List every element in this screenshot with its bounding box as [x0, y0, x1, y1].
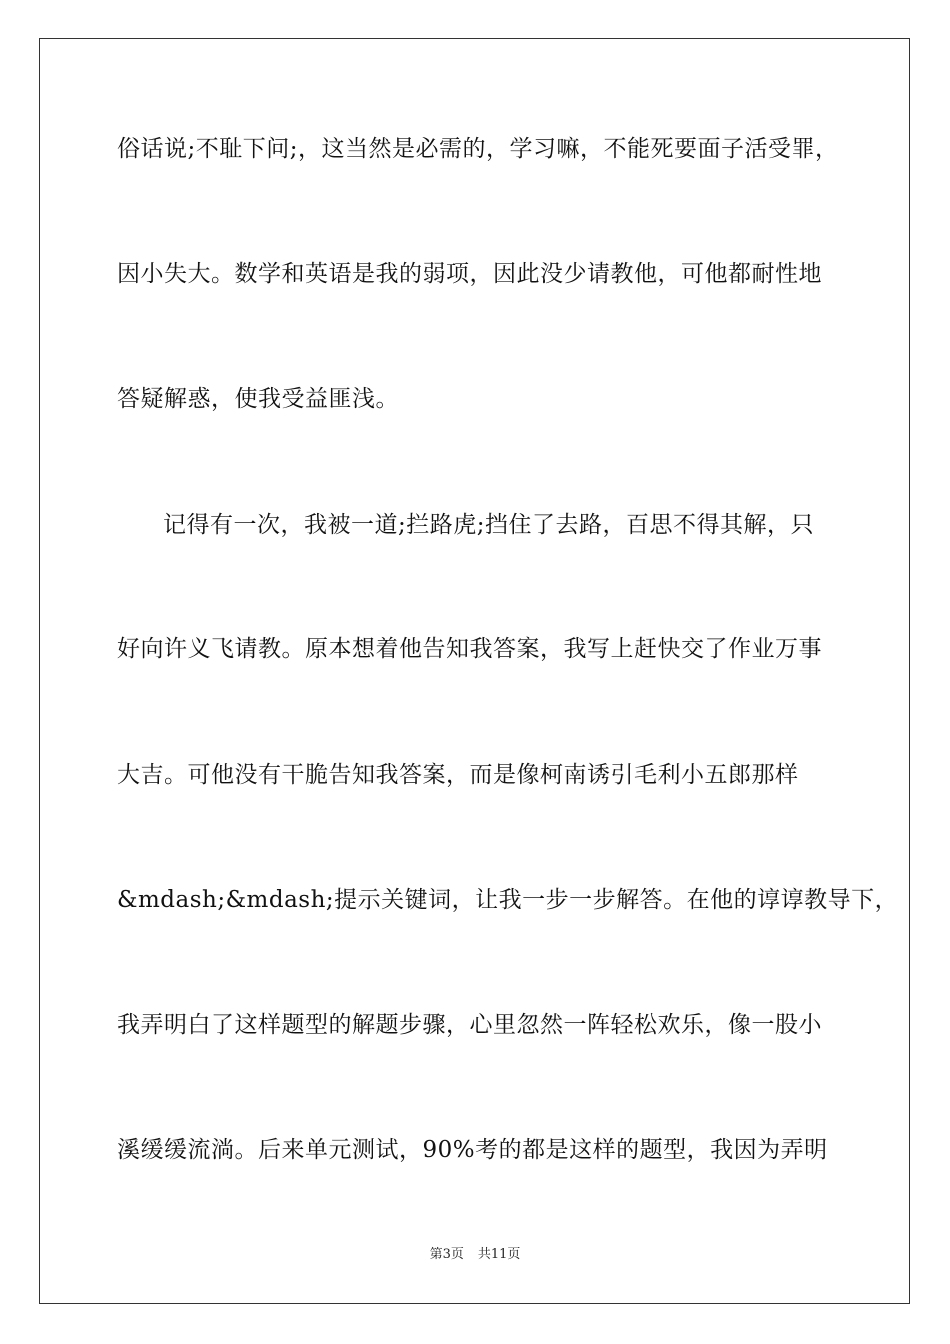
paragraph-line: 俗话说;不耻下问;，这当然是必需的，学习嘛，不能死要面子活受罪， [117, 136, 839, 162]
page-border [39, 38, 910, 1304]
paragraph-line: 因小失大。数学和英语是我的弱项，因此没少请教他，可他都耐性地 [117, 261, 822, 287]
paragraph-line: 大吉。可他没有干脆告知我答案，而是像柯南诱引毛利小五郎那样 [117, 762, 799, 788]
paragraph-line: &mdash;&mdash;提示关键词，让我一步一步解答。在他的谆谆教导下， [117, 887, 899, 913]
page-total: 共11页 [477, 1247, 521, 1262]
page-footer [0, 1246, 950, 1264]
paragraph-line: 记得有一次，我被一道;拦路虎;挡住了去路，百思不得其解，只 [163, 512, 814, 538]
paragraph-line: 好向许义飞请教。原本想着他告知我答案，我写上赶快交了作业万事 [117, 636, 822, 662]
paragraph-line: 我弄明白了这样题型的解题步骤，心里忽然一阵轻松欢乐，像一股小 [117, 1012, 822, 1038]
page-number: 第3页 [429, 1247, 464, 1262]
paragraph-line: 答疑解惑，使我受益匪浅。 [117, 386, 399, 412]
paragraph-line: 溪缓缓流淌。后来单元测试，90%考的都是这样的题型，我因为弄明 [117, 1137, 828, 1163]
